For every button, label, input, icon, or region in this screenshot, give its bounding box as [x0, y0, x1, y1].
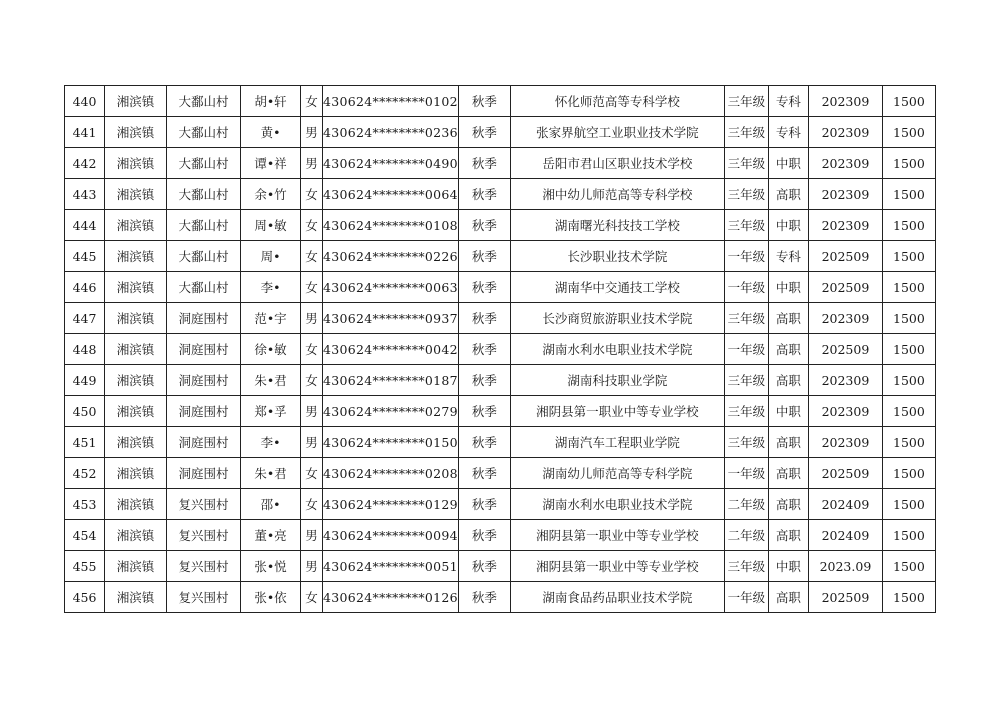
subsidy-amount-cell: 1500 — [882, 489, 935, 520]
grade-cell: 三年级 — [724, 148, 768, 179]
school-name-cell: 湘阴县第一职业中等专业学校 — [510, 551, 724, 582]
grade-cell: 一年级 — [724, 272, 768, 303]
enrollment-date-cell: 202309 — [808, 396, 882, 427]
table-row — [65, 179, 936, 210]
grade-cell: 二年级 — [724, 520, 768, 551]
enrollment-date-cell: 202509 — [808, 582, 882, 613]
school-name-cell: 湖南水利水电职业技术学院 — [510, 489, 724, 520]
gender-cell: 女 — [301, 458, 323, 489]
education-level-cell: 高职 — [768, 365, 808, 396]
enrollment-date-cell: 202409 — [808, 489, 882, 520]
subsidy-amount-cell: 1500 — [882, 458, 935, 489]
education-level-cell: 高职 — [768, 427, 808, 458]
seq-number-cell: 444 — [65, 210, 105, 241]
seq-number-cell: 448 — [65, 334, 105, 365]
village-cell: 大鄱山村 — [167, 148, 241, 179]
gender-cell: 女 — [301, 365, 323, 396]
semester-cell: 秋季 — [458, 179, 510, 210]
semester-cell: 秋季 — [458, 582, 510, 613]
gender-cell: 男 — [301, 117, 323, 148]
student-name-cell: 谭•祥 — [241, 148, 301, 179]
table-row — [65, 334, 936, 365]
student-name-cell: 李• — [241, 427, 301, 458]
semester-cell: 秋季 — [458, 334, 510, 365]
table-row — [65, 148, 936, 179]
enrollment-date-cell: 202309 — [808, 365, 882, 396]
grade-cell: 三年级 — [724, 303, 768, 334]
school-name-cell: 长沙职业技术学院 — [510, 241, 724, 272]
id-number-cell: 430624********0937 — [323, 303, 459, 334]
village-cell: 洞庭围村 — [167, 458, 241, 489]
gender-cell: 男 — [301, 303, 323, 334]
student-subsidy-table — [64, 85, 936, 613]
gender-cell: 女 — [301, 334, 323, 365]
township-cell: 湘滨镇 — [105, 86, 167, 117]
township-cell: 湘滨镇 — [105, 303, 167, 334]
seq-number-cell: 453 — [65, 489, 105, 520]
table-row — [65, 458, 936, 489]
school-name-cell: 湖南曙光科技技工学校 — [510, 210, 724, 241]
semester-cell: 秋季 — [458, 148, 510, 179]
village-cell: 洞庭围村 — [167, 396, 241, 427]
id-number-cell: 430624********0126 — [323, 582, 459, 613]
student-name-cell: 李• — [241, 272, 301, 303]
gender-cell: 女 — [301, 489, 323, 520]
seq-number-cell: 452 — [65, 458, 105, 489]
semester-cell: 秋季 — [458, 489, 510, 520]
semester-cell: 秋季 — [458, 427, 510, 458]
education-level-cell: 中职 — [768, 272, 808, 303]
grade-cell: 三年级 — [724, 86, 768, 117]
education-level-cell: 中职 — [768, 551, 808, 582]
subsidy-amount-cell: 1500 — [882, 303, 935, 334]
gender-cell: 女 — [301, 86, 323, 117]
school-name-cell: 张家界航空工业职业技术学院 — [510, 117, 724, 148]
seq-number-cell: 442 — [65, 148, 105, 179]
student-name-cell: 周•敏 — [241, 210, 301, 241]
table-row — [65, 551, 936, 582]
grade-cell: 三年级 — [724, 365, 768, 396]
enrollment-date-cell: 2023.09 — [808, 551, 882, 582]
gender-cell: 男 — [301, 520, 323, 551]
subsidy-amount-cell: 1500 — [882, 117, 935, 148]
township-cell: 湘滨镇 — [105, 117, 167, 148]
village-cell: 复兴围村 — [167, 551, 241, 582]
id-number-cell: 430624********0102 — [323, 86, 459, 117]
grade-cell: 一年级 — [724, 582, 768, 613]
subsidy-amount-cell: 1500 — [882, 551, 935, 582]
semester-cell: 秋季 — [458, 520, 510, 551]
id-number-cell: 430624********0063 — [323, 272, 459, 303]
seq-number-cell: 455 — [65, 551, 105, 582]
student-name-cell: 胡•轩 — [241, 86, 301, 117]
township-cell: 湘滨镇 — [105, 272, 167, 303]
village-cell: 大鄱山村 — [167, 241, 241, 272]
student-name-cell: 余•竹 — [241, 179, 301, 210]
school-name-cell: 湘阴县第一职业中等专业学校 — [510, 396, 724, 427]
gender-cell: 女 — [301, 210, 323, 241]
gender-cell: 男 — [301, 148, 323, 179]
gender-cell: 男 — [301, 396, 323, 427]
education-level-cell: 专科 — [768, 241, 808, 272]
village-cell: 洞庭围村 — [167, 334, 241, 365]
id-number-cell: 430624********0150 — [323, 427, 459, 458]
village-cell: 大鄱山村 — [167, 210, 241, 241]
school-name-cell: 湖南科技职业学院 — [510, 365, 724, 396]
subsidy-amount-cell: 1500 — [882, 334, 935, 365]
table-row — [65, 272, 936, 303]
township-cell: 湘滨镇 — [105, 396, 167, 427]
subsidy-amount-cell: 1500 — [882, 582, 935, 613]
subsidy-amount-cell: 1500 — [882, 210, 935, 241]
grade-cell: 三年级 — [724, 427, 768, 458]
township-cell: 湘滨镇 — [105, 179, 167, 210]
gender-cell: 女 — [301, 272, 323, 303]
student-name-cell: 朱•君 — [241, 365, 301, 396]
id-number-cell: 430624********0208 — [323, 458, 459, 489]
school-name-cell: 岳阳市君山区职业技术学校 — [510, 148, 724, 179]
grade-cell: 一年级 — [724, 334, 768, 365]
township-cell: 湘滨镇 — [105, 148, 167, 179]
table-row — [65, 86, 936, 117]
education-level-cell: 中职 — [768, 396, 808, 427]
subsidy-amount-cell: 1500 — [882, 272, 935, 303]
township-cell: 湘滨镇 — [105, 241, 167, 272]
id-number-cell: 430624********0279 — [323, 396, 459, 427]
semester-cell: 秋季 — [458, 365, 510, 396]
table-row — [65, 117, 936, 148]
school-name-cell: 湖南水利水电职业技术学院 — [510, 334, 724, 365]
student-name-cell: 范•宇 — [241, 303, 301, 334]
township-cell: 湘滨镇 — [105, 582, 167, 613]
id-number-cell: 430624********0064 — [323, 179, 459, 210]
grade-cell: 一年级 — [724, 241, 768, 272]
semester-cell: 秋季 — [458, 117, 510, 148]
seq-number-cell: 443 — [65, 179, 105, 210]
school-name-cell: 湖南汽车工程职业学院 — [510, 427, 724, 458]
enrollment-date-cell: 202309 — [808, 427, 882, 458]
gender-cell: 男 — [301, 427, 323, 458]
seq-number-cell: 446 — [65, 272, 105, 303]
subsidy-amount-cell: 1500 — [882, 427, 935, 458]
school-name-cell: 湖南幼儿师范高等专科学院 — [510, 458, 724, 489]
id-number-cell: 430624********0226 — [323, 241, 459, 272]
school-name-cell: 怀化师范高等专科学校 — [510, 86, 724, 117]
table-row — [65, 241, 936, 272]
seq-number-cell: 454 — [65, 520, 105, 551]
grade-cell: 三年级 — [724, 210, 768, 241]
student-name-cell: 张•依 — [241, 582, 301, 613]
enrollment-date-cell: 202309 — [808, 117, 882, 148]
grade-cell: 三年级 — [724, 117, 768, 148]
gender-cell: 女 — [301, 241, 323, 272]
gender-cell: 男 — [301, 551, 323, 582]
township-cell: 湘滨镇 — [105, 520, 167, 551]
table-row — [65, 303, 936, 334]
table-row — [65, 365, 936, 396]
subsidy-amount-cell: 1500 — [882, 148, 935, 179]
semester-cell: 秋季 — [458, 396, 510, 427]
table-row — [65, 489, 936, 520]
township-cell: 湘滨镇 — [105, 551, 167, 582]
township-cell: 湘滨镇 — [105, 458, 167, 489]
school-name-cell: 湖南食品药品职业技术学院 — [510, 582, 724, 613]
seq-number-cell: 450 — [65, 396, 105, 427]
subsidy-amount-cell: 1500 — [882, 179, 935, 210]
table-row — [65, 520, 936, 551]
id-number-cell: 430624********0042 — [323, 334, 459, 365]
enrollment-date-cell: 202309 — [808, 210, 882, 241]
gender-cell: 女 — [301, 179, 323, 210]
education-level-cell: 高职 — [768, 303, 808, 334]
semester-cell: 秋季 — [458, 272, 510, 303]
table-row — [65, 427, 936, 458]
id-number-cell: 430624********0108 — [323, 210, 459, 241]
grade-cell: 三年级 — [724, 396, 768, 427]
id-number-cell: 430624********0094 — [323, 520, 459, 551]
village-cell: 大鄱山村 — [167, 86, 241, 117]
village-cell: 大鄱山村 — [167, 272, 241, 303]
seq-number-cell: 451 — [65, 427, 105, 458]
subsidy-amount-cell: 1500 — [882, 86, 935, 117]
seq-number-cell: 440 — [65, 86, 105, 117]
student-name-cell: 朱•君 — [241, 458, 301, 489]
school-name-cell: 湖南华中交通技工学校 — [510, 272, 724, 303]
semester-cell: 秋季 — [458, 210, 510, 241]
table-row — [65, 210, 936, 241]
school-name-cell: 长沙商贸旅游职业技术学院 — [510, 303, 724, 334]
village-cell: 洞庭围村 — [167, 365, 241, 396]
subsidy-amount-cell: 1500 — [882, 241, 935, 272]
village-cell: 复兴围村 — [167, 520, 241, 551]
subsidy-amount-cell: 1500 — [882, 520, 935, 551]
village-cell: 洞庭围村 — [167, 427, 241, 458]
education-level-cell: 专科 — [768, 117, 808, 148]
seq-number-cell: 447 — [65, 303, 105, 334]
township-cell: 湘滨镇 — [105, 365, 167, 396]
enrollment-date-cell: 202309 — [808, 148, 882, 179]
enrollment-date-cell: 202309 — [808, 303, 882, 334]
village-cell: 洞庭围村 — [167, 303, 241, 334]
education-level-cell: 高职 — [768, 582, 808, 613]
education-level-cell: 高职 — [768, 334, 808, 365]
student-name-cell: 周• — [241, 241, 301, 272]
subsidy-amount-cell: 1500 — [882, 396, 935, 427]
table-body — [65, 86, 936, 613]
grade-cell: 三年级 — [724, 551, 768, 582]
township-cell: 湘滨镇 — [105, 210, 167, 241]
enrollment-date-cell: 202309 — [808, 86, 882, 117]
subsidy-amount-cell: 1500 — [882, 365, 935, 396]
grade-cell: 二年级 — [724, 489, 768, 520]
student-name-cell: 徐•敏 — [241, 334, 301, 365]
id-number-cell: 430624********0490 — [323, 148, 459, 179]
education-level-cell: 中职 — [768, 148, 808, 179]
table-row — [65, 582, 936, 613]
enrollment-date-cell: 202409 — [808, 520, 882, 551]
village-cell: 大鄱山村 — [167, 117, 241, 148]
township-cell: 湘滨镇 — [105, 334, 167, 365]
enrollment-date-cell: 202309 — [808, 179, 882, 210]
student-name-cell: 邵• — [241, 489, 301, 520]
id-number-cell: 430624********0129 — [323, 489, 459, 520]
school-name-cell: 湘阴县第一职业中等专业学校 — [510, 520, 724, 551]
semester-cell: 秋季 — [458, 551, 510, 582]
enrollment-date-cell: 202509 — [808, 272, 882, 303]
education-level-cell: 高职 — [768, 458, 808, 489]
education-level-cell: 专科 — [768, 86, 808, 117]
id-number-cell: 430624********0236 — [323, 117, 459, 148]
village-cell: 复兴围村 — [167, 489, 241, 520]
seq-number-cell: 445 — [65, 241, 105, 272]
education-level-cell: 中职 — [768, 210, 808, 241]
enrollment-date-cell: 202509 — [808, 241, 882, 272]
id-number-cell: 430624********0187 — [323, 365, 459, 396]
grade-cell: 三年级 — [724, 179, 768, 210]
table-row — [65, 396, 936, 427]
education-level-cell: 高职 — [768, 179, 808, 210]
village-cell: 复兴围村 — [167, 582, 241, 613]
semester-cell: 秋季 — [458, 241, 510, 272]
seq-number-cell: 456 — [65, 582, 105, 613]
township-cell: 湘滨镇 — [105, 427, 167, 458]
village-cell: 大鄱山村 — [167, 179, 241, 210]
school-name-cell: 湘中幼儿师范高等专科学校 — [510, 179, 724, 210]
grade-cell: 一年级 — [724, 458, 768, 489]
township-cell: 湘滨镇 — [105, 489, 167, 520]
semester-cell: 秋季 — [458, 303, 510, 334]
student-name-cell: 黄• — [241, 117, 301, 148]
student-name-cell: 张•悦 — [241, 551, 301, 582]
student-name-cell: 郑•孚 — [241, 396, 301, 427]
semester-cell: 秋季 — [458, 458, 510, 489]
enrollment-date-cell: 202509 — [808, 334, 882, 365]
education-level-cell: 高职 — [768, 489, 808, 520]
seq-number-cell: 441 — [65, 117, 105, 148]
seq-number-cell: 449 — [65, 365, 105, 396]
enrollment-date-cell: 202509 — [808, 458, 882, 489]
semester-cell: 秋季 — [458, 86, 510, 117]
gender-cell: 女 — [301, 582, 323, 613]
id-number-cell: 430624********0051 — [323, 551, 459, 582]
education-level-cell: 高职 — [768, 520, 808, 551]
student-name-cell: 董•亮 — [241, 520, 301, 551]
